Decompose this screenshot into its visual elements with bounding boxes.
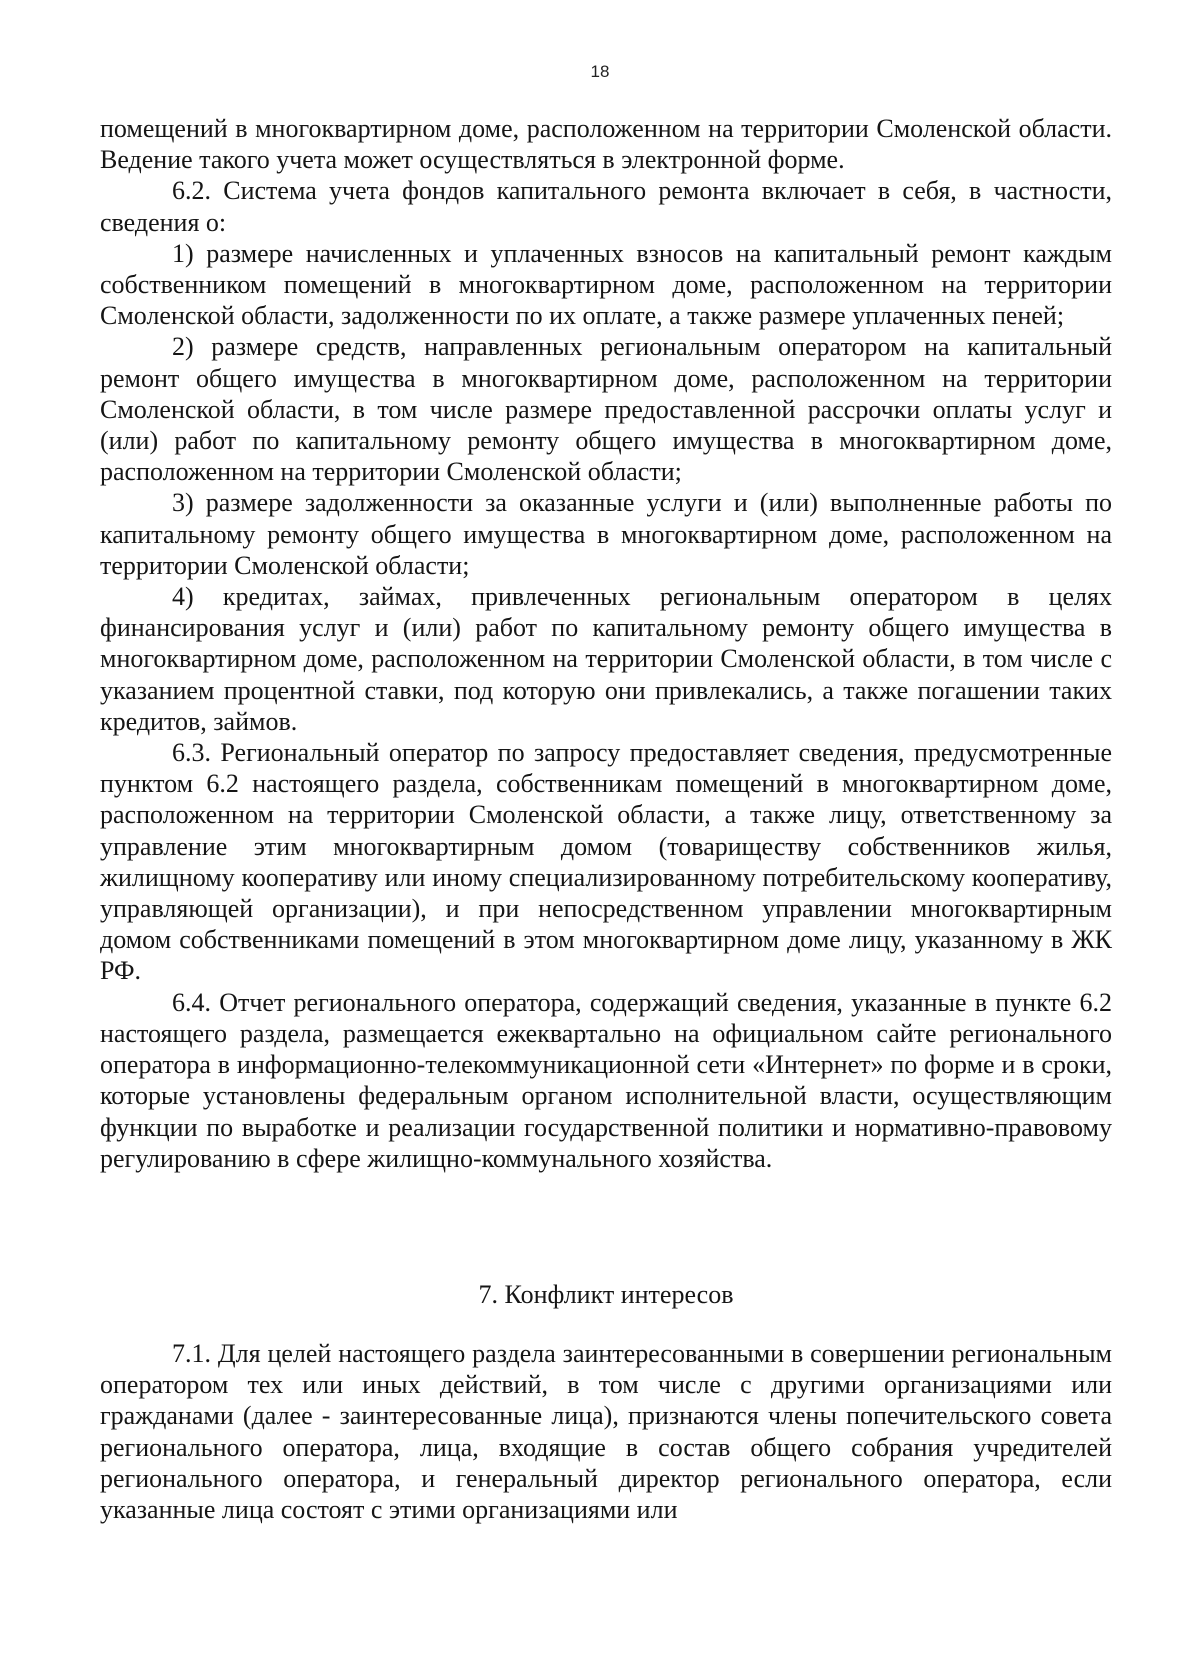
- section-6-body: [100, 113, 1112, 1174]
- section-heading: 7. Конфликт интересов: [478, 1280, 734, 1309]
- list-item-2: 2) размере средств, направленных региональным оператором на капитальный ремонт общего имущества в многоквартирном доме, расположенном на территории Смоленской области, в том числе размере предоставленной рассрочки оплаты услуг и (или) работ по капитальному ремонту общего имущества в многоквартирном доме, расположенном на территории Смоленской области;: [100, 332, 1112, 487]
- section-7-body: [100, 1338, 1112, 1525]
- list-item-1: 1) размере начисленных и уплаченных взносов на капитальный ремонт каждым собственником помещений в многоквартирном доме, расположенном на территории Смоленской области, задолженности по их оплате, а также размере уплаченных пеней;: [100, 238, 1112, 331]
- page-number: 18: [590, 62, 610, 81]
- list-item-4: 4) кредитах, займах, привлеченных региональным оператором в целях финансирования услуг и (или) работ по капитальному ремонту общего имущества в многоквартирном доме, расположенном на территории Смоленской области, в том числе с указанием процентной ставки, под которую они привлекались, а также погашении таких кредитов, займов.: [100, 582, 1112, 736]
- paragraph-7-1: 7.1. Для целей настоящего раздела заинтересованными в совершении региональным оператором тех или иных действий, в том числе с другими организациями или гражданами (далее - заинтересованные лица), признаются члены попечительского совета регионального оператора, лица, входящие в состав общего собрания учредителей регионального оператора, и генеральный директор регионального оператора, если указанные лица состоят с этими организациями или: [100, 1339, 1112, 1525]
- list-item-3: 3) размере задолженности за оказанные услуги и (или) выполненные работы по капитальному ремонту общего имущества в многоквартирном доме, расположенном на территории Смоленской области;: [100, 488, 1112, 580]
- paragraph-continuation: помещений в многоквартирном доме, расположенном на территории Смоленской области. Ведение такого учета может осуществляться в электронной форме.: [100, 114, 1112, 175]
- paragraph-6-3: 6.3. Региональный оператор по запросу предоставляет сведения, предусмотренные пунктом 6.2 настоящего раздела, собственникам помещений в многоквартирном доме, расположенном на территории Смоленской области, а также лицу, ответственному за управление этим многоквартирным домом (товариществу собственников жилья, жилищному кооперативу или иному специализированному потребительскому кооперативу, управляющей организации), и при непосредственном управлении многоквартирным домом собственниками помещений в этом многоквартирном доме лицу, указанному в ЖК РФ.: [100, 738, 1112, 986]
- paragraph-6-4: 6.4. Отчет регионального оператора, содержащий сведения, указанные в пункте 6.2 настоящего раздела, размещается ежеквартально на официальном сайте регионального оператора в информационно-телекоммуникационной сети «Интернет» по форме и в сроки, которые установлены федеральным органом исполнительной власти, осуществляющим функции по выработке и реализации государственной политики и нормативно-правовому регулированию в сфере жилищно-коммунального хозяйства.: [100, 987, 1112, 1173]
- paragraph-6-2: 6.2. Система учета фондов капитального ремонта включает в себя, в частности, сведения о:: [100, 176, 1112, 237]
